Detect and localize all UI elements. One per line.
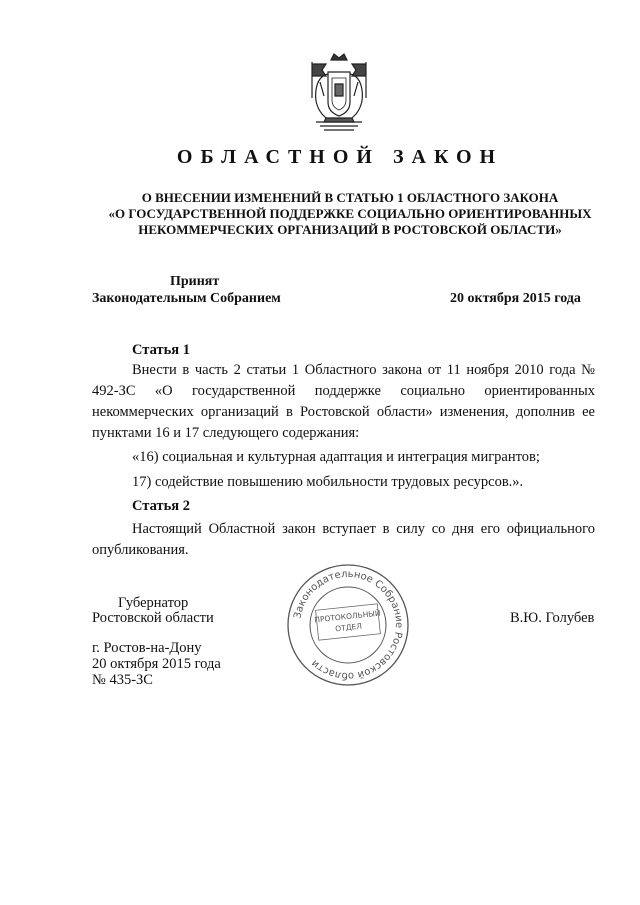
adopted-label: Принят bbox=[170, 274, 220, 289]
document-title: ОБЛАСТНОЙ ЗАКОН bbox=[176, 146, 504, 168]
article-1-item-16: «16) социальная и культурная адаптация и интеграция мигрантов; bbox=[132, 449, 540, 465]
governor-name: В.Ю. Голубев bbox=[510, 610, 595, 626]
governor-region: Ростовской области bbox=[92, 610, 214, 626]
article-1-title: Статья 1 bbox=[132, 342, 190, 358]
official-stamp bbox=[285, 562, 411, 688]
document-subtitle bbox=[60, 190, 640, 238]
subtitle-line: НЕКОММЕРЧЕСКИХ ОРГАНИЗАЦИЙ В РОСТОВСКОЙ ОБЛАСТИ» bbox=[138, 222, 562, 237]
article-1-body: Внести в часть 2 статьи 1 Областного закона от 11 ноября 2010 года № 492-ЗС «О государственной поддержке социально ориентированных некоммерческих организаций в Ростовской области» изменения, дополнив ее пунктами 16 и 17 следующего содержания: bbox=[92, 362, 595, 441]
document-footer bbox=[92, 640, 221, 688]
adopted-date: 20 октября 2015 года bbox=[450, 291, 581, 306]
adopted-by: Законодательным Собранием bbox=[92, 291, 281, 306]
article-2-body: Настоящий Областной закон вступает в силу со дня его официального опубликования. bbox=[92, 521, 595, 558]
governor-title: Губернатор bbox=[118, 595, 189, 611]
law-number: № 435-ЗС bbox=[92, 672, 153, 688]
coat-of-arms-icon bbox=[304, 52, 374, 136]
date: 20 октября 2015 года bbox=[92, 656, 221, 672]
place: г. Ростов-на-Дону bbox=[92, 640, 202, 656]
subtitle-line: «О ГОСУДАРСТВЕННОЙ ПОДДЕРЖКЕ СОЦИАЛЬНО ОРИЕНТИРОВАННЫХ bbox=[108, 206, 592, 221]
stamp-inner-line-2: ОТДЕЛ bbox=[334, 621, 363, 634]
subtitle-line: О ВНЕСЕНИИ ИЗМЕНЕНИЙ В СТАТЬЮ 1 ОБЛАСТНОГО ЗАКОНА bbox=[141, 190, 559, 205]
stamp-inner-line-1: ПРОТОКОЛЬНЫЙ bbox=[313, 608, 381, 625]
article-1-item-17: 17) содействие повышению мобильности трудовых ресурсов.». bbox=[132, 474, 524, 490]
stamp-ring-text: Законодательное Собрание Ростовской области bbox=[292, 568, 405, 682]
article-2-title: Статья 2 bbox=[132, 498, 190, 514]
